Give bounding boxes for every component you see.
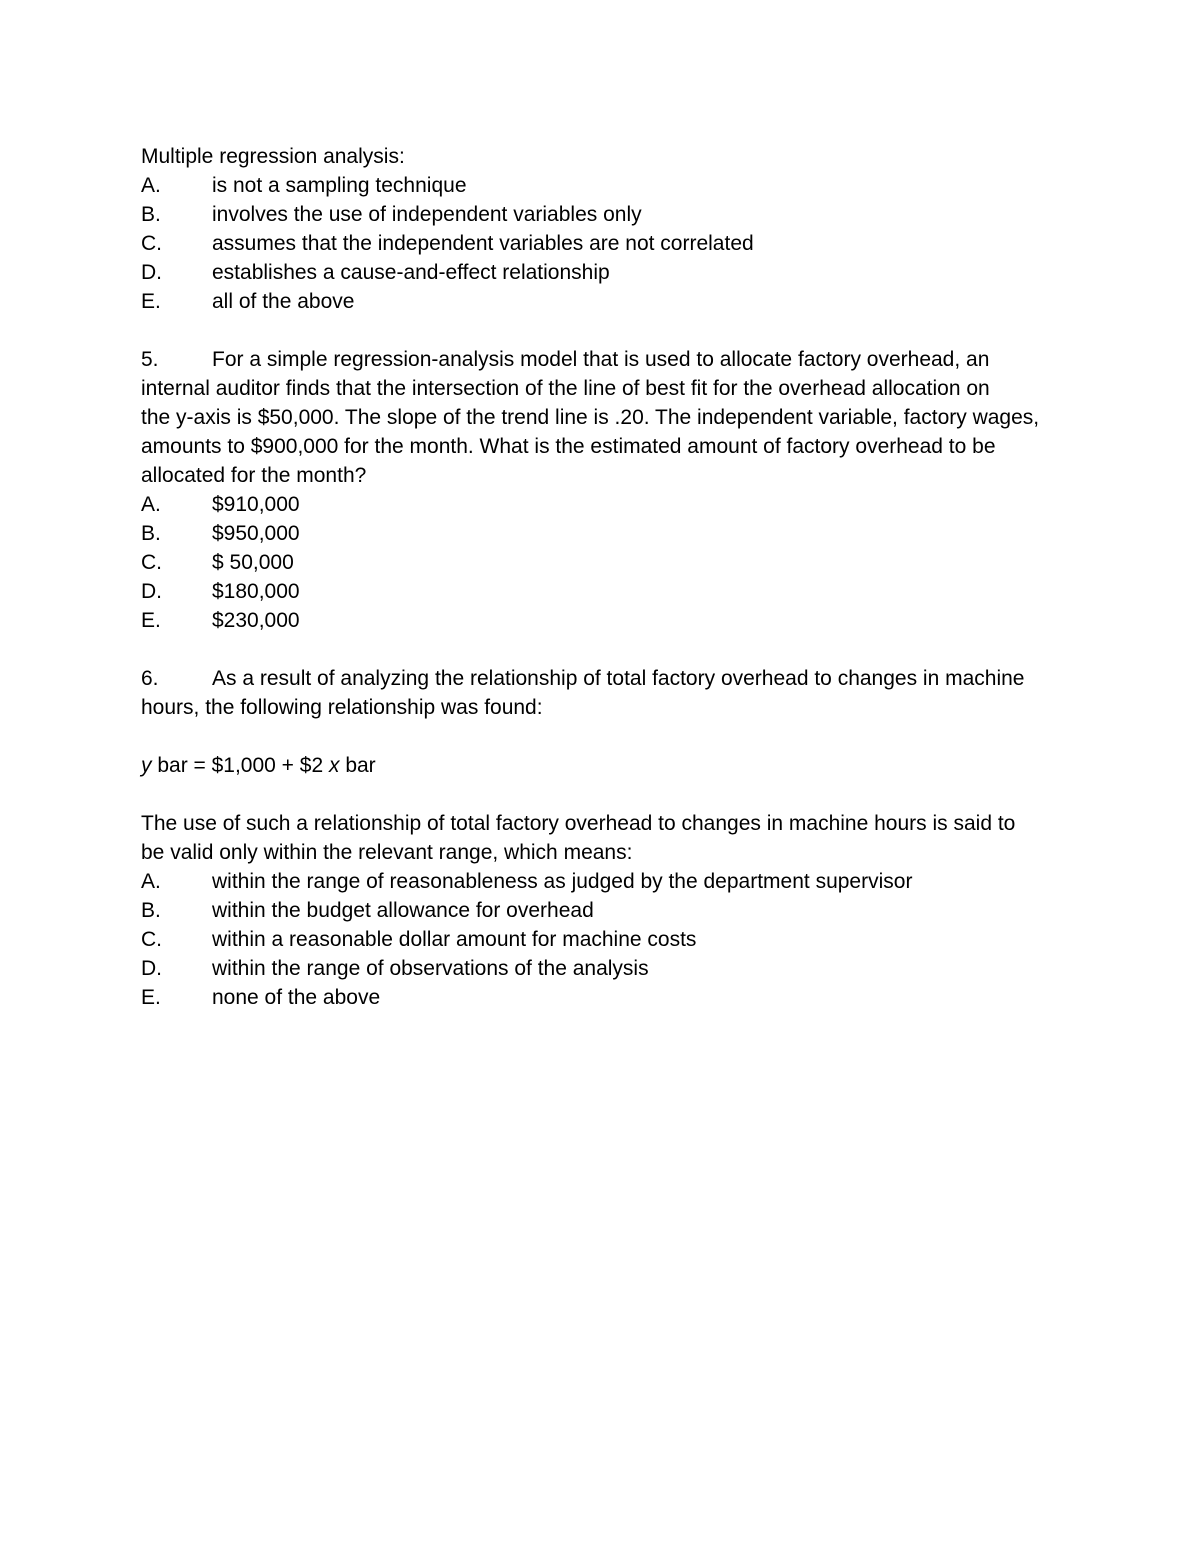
spacer: [141, 722, 1061, 751]
question-block-5: [141, 345, 1061, 635]
question-block-6: [141, 664, 1061, 1012]
question-stem-line: allocated for the month?: [141, 464, 367, 487]
spacer: [141, 780, 1061, 809]
option-text: within a reasonable dollar amount for machine costs: [212, 928, 697, 951]
question-stem-line: amounts to $900,000 for the month. What is the estimated amount of factory overhead to be: [141, 435, 996, 458]
answer-option-d: [141, 577, 1061, 606]
regression-formula: [141, 751, 1061, 780]
option-text: $230,000: [212, 609, 300, 632]
answer-option-c: [141, 229, 1061, 258]
answer-option-e: [141, 983, 1061, 1012]
option-text: $180,000: [212, 580, 300, 603]
document-body: [141, 142, 1061, 1012]
spacer: [141, 635, 1061, 664]
option-letter: C.: [141, 928, 162, 951]
answer-option-b: [141, 896, 1061, 925]
question-number: 6.: [141, 667, 159, 690]
option-text: all of the above: [212, 290, 355, 313]
question-followup-line: be valid only within the relevant range, which means:: [141, 841, 633, 864]
option-letter: E.: [141, 609, 161, 632]
option-text: within the range of reasonableness as judged by the department supervisor: [212, 870, 913, 893]
question-stem-text: For a simple regression-analysis model that is used to allocate factory overhead, an: [212, 348, 990, 371]
option-text: within the budget allowance for overhead: [212, 899, 594, 922]
question-stem-line: [141, 664, 1061, 693]
answer-option-c: [141, 925, 1061, 954]
answer-option-a: [141, 171, 1061, 200]
spacer: [141, 316, 1061, 345]
question-stem-text: As a result of analyzing the relationship of total factory overhead to changes in machine: [212, 667, 1025, 690]
option-letter: B.: [141, 899, 161, 922]
option-text: $ 50,000: [212, 551, 294, 574]
answer-option-a: [141, 867, 1061, 896]
answer-option-b: [141, 200, 1061, 229]
question-stem-line: [141, 345, 1061, 374]
option-letter: C.: [141, 551, 162, 574]
option-text: assumes that the independent variables are not correlated: [212, 232, 754, 255]
question-stem-line: the y-axis is $50,000. The slope of the trend line is .20. The independent variable, factory wages,: [141, 406, 1040, 429]
formula-x-variable: x: [328, 754, 340, 777]
option-letter: B.: [141, 522, 161, 545]
option-text: none of the above: [212, 986, 381, 1009]
answer-option-e: [141, 287, 1061, 316]
option-letter: D.: [141, 580, 162, 603]
answer-option-b: [141, 519, 1061, 548]
option-text: establishes a cause-and-effect relationship: [212, 261, 610, 284]
option-text: within the range of observations of the analysis: [212, 957, 649, 980]
answer-option-d: [141, 258, 1061, 287]
option-letter: E.: [141, 986, 161, 1009]
option-text: $950,000: [212, 522, 300, 545]
formula-text: bar: [339, 754, 376, 777]
answer-option-c: [141, 548, 1061, 577]
formula-text: bar = $1,000 + $2: [151, 754, 329, 777]
question-block-multiple-regression: [141, 142, 1061, 316]
option-letter: A.: [141, 870, 161, 893]
option-letter: D.: [141, 261, 162, 284]
option-letter: E.: [141, 290, 161, 313]
question-number: 5.: [141, 348, 159, 371]
option-letter: A.: [141, 493, 161, 516]
option-letter: A.: [141, 174, 161, 197]
answer-option-e: [141, 606, 1061, 635]
option-text: involves the use of independent variables only: [212, 203, 642, 226]
answer-option-d: [141, 954, 1061, 983]
question-stem: Multiple regression analysis:: [141, 145, 405, 168]
question-followup-line: The use of such a relationship of total factory overhead to changes in machine hours is said to: [141, 812, 1016, 835]
option-text: is not a sampling technique: [212, 174, 467, 197]
answer-option-a: [141, 490, 1061, 519]
formula-y-variable: y: [141, 754, 152, 777]
option-letter: C.: [141, 232, 162, 255]
question-stem-line: hours, the following relationship was found:: [141, 696, 543, 719]
option-letter: D.: [141, 957, 162, 980]
option-text: $910,000: [212, 493, 300, 516]
question-stem-line: internal auditor finds that the intersection of the line of best fit for the overhead allocation on: [141, 377, 990, 400]
option-letter: B.: [141, 203, 161, 226]
